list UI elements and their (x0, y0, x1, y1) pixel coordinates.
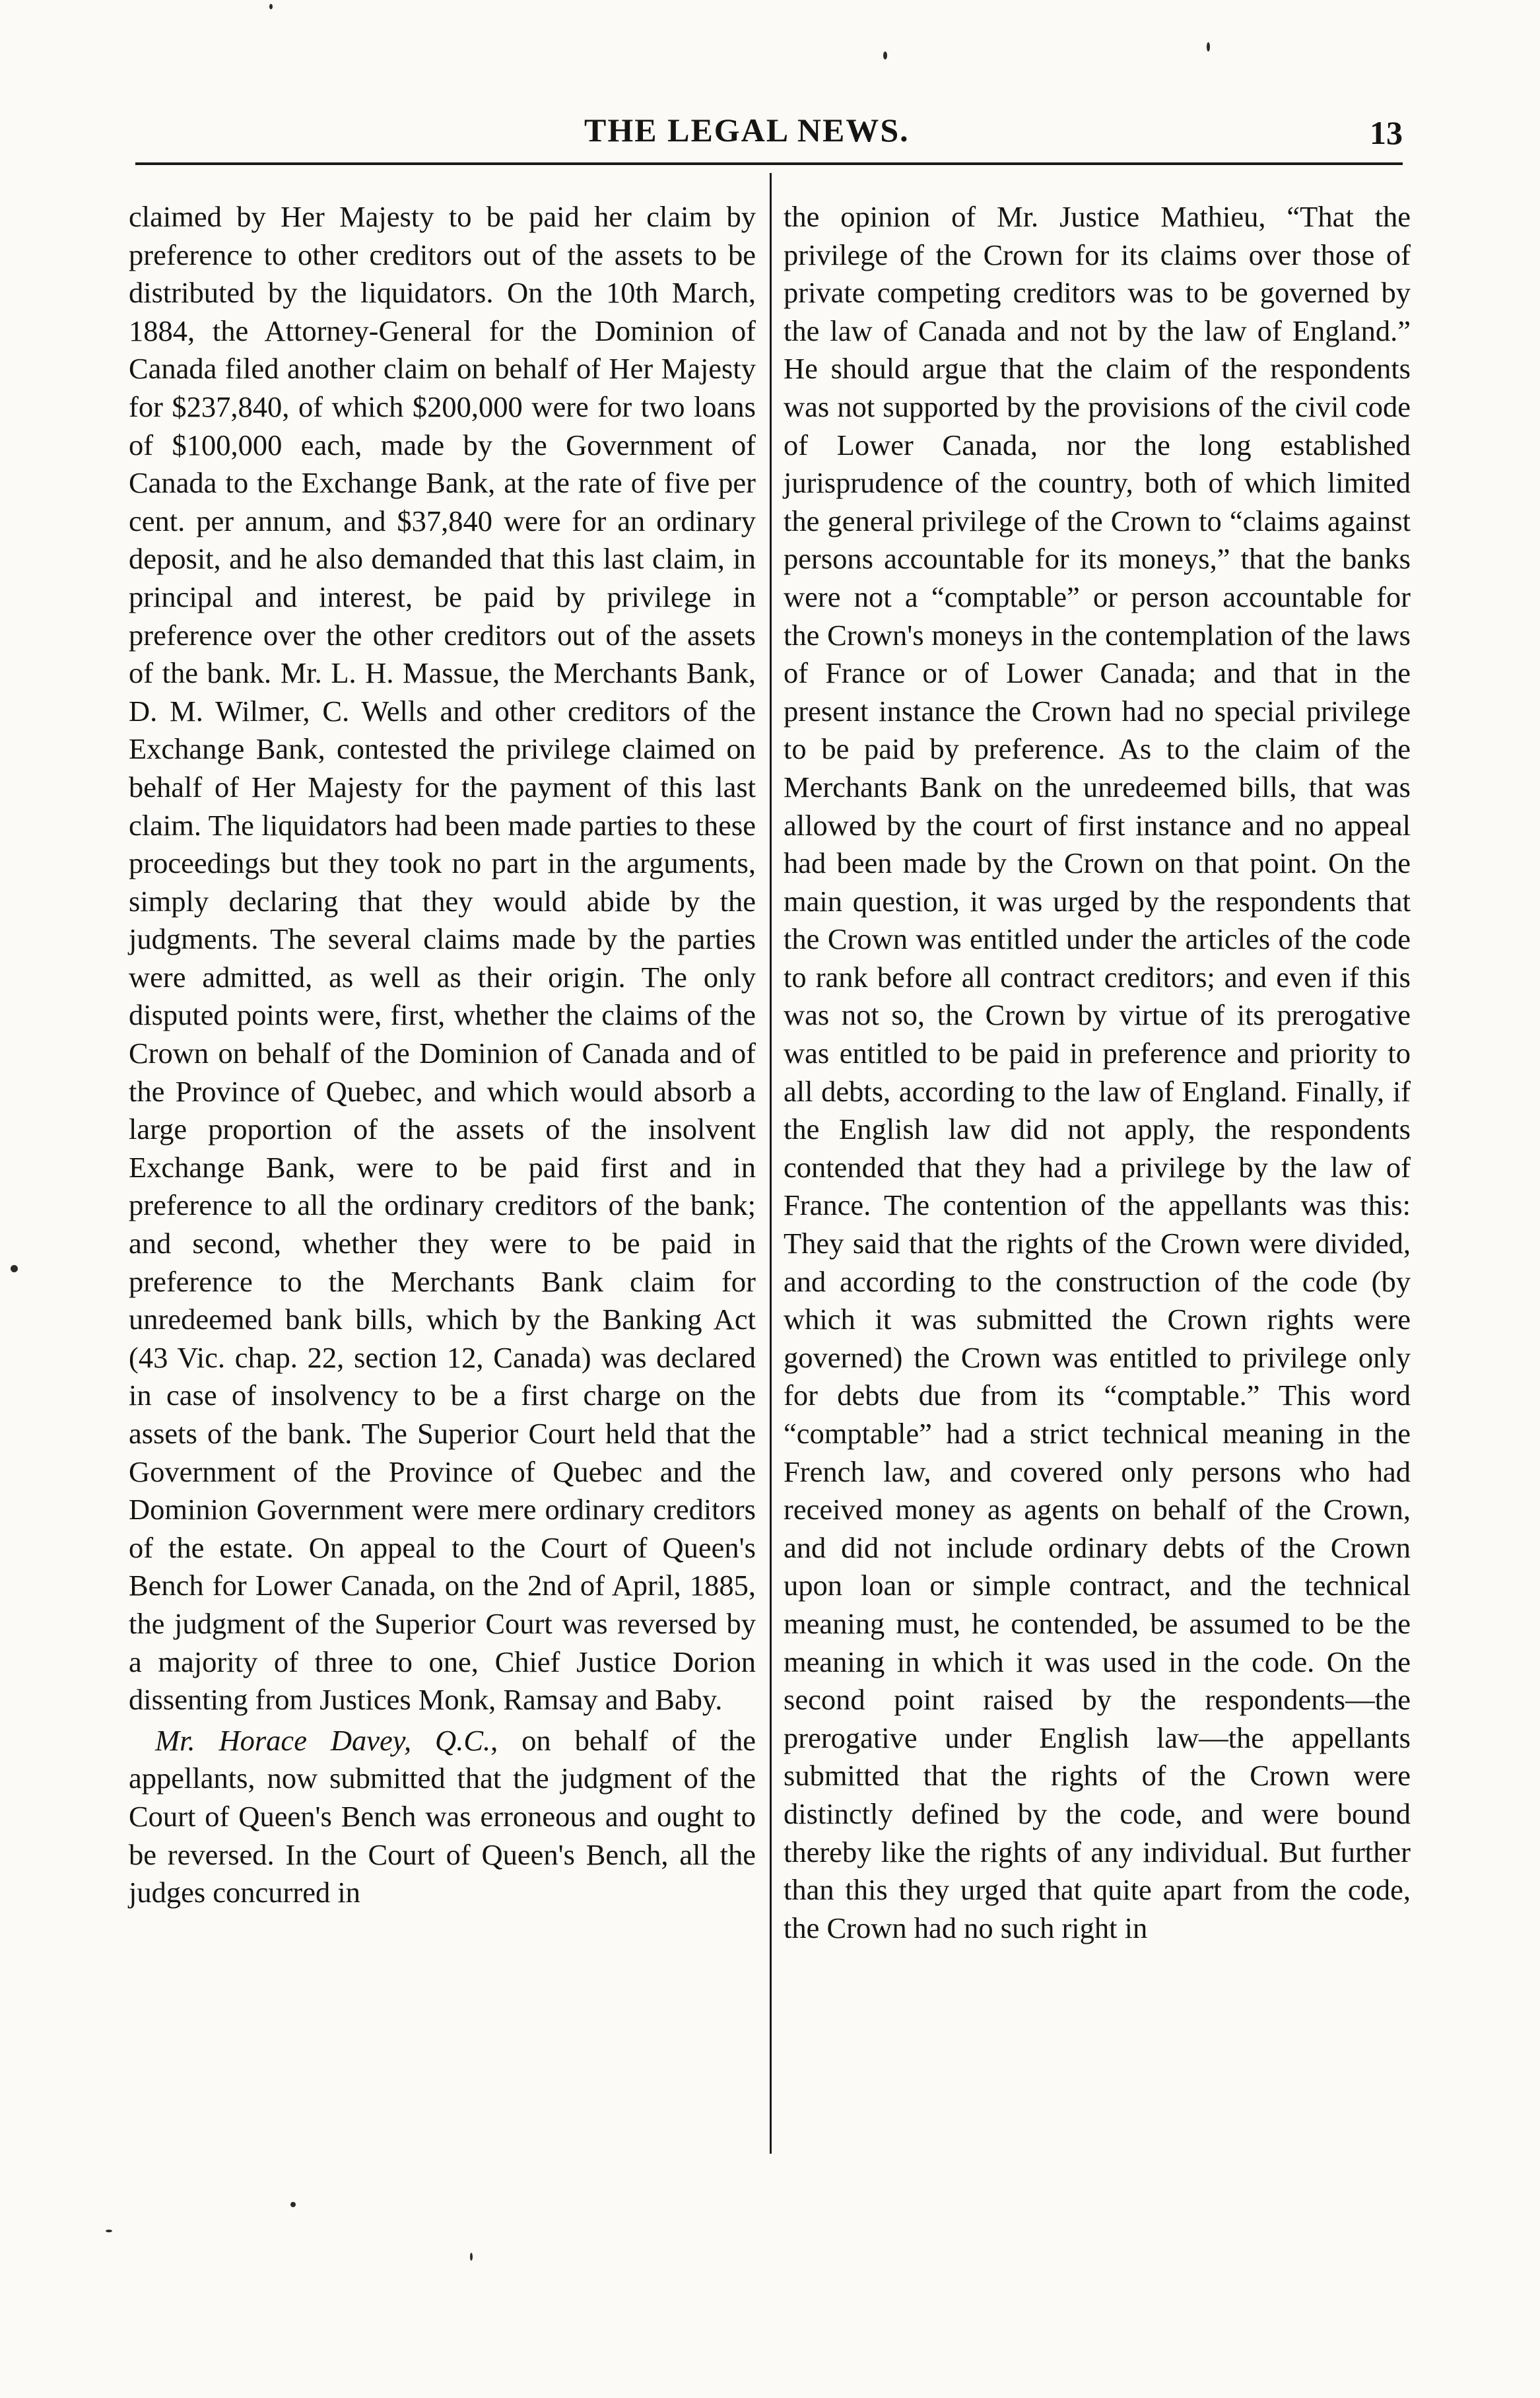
column-rule (770, 173, 772, 2154)
print-speck (269, 4, 273, 9)
left-column (129, 198, 756, 1912)
running-title: THE LEGAL NEWS. (584, 112, 910, 149)
page-number: 13 (1370, 114, 1403, 151)
header-rule (135, 162, 1403, 165)
speaker-name: Mr. Horace Davey, Q.C. (155, 1723, 491, 1757)
print-speck (883, 51, 887, 59)
left-paragraph-1: claimed by Her Majesty to be paid her claim by preference to other creditors out of the assets to be distributed by the liquidators. On the 10th March, 1884, the Attorney-General for the Dominion of Canada filed another claim on behalf of Her Majesty for $237,840, of which $200,000 were for two loans of $100,000 each, made by the Government of Canada to the Exchange Bank, at the rate of five per cent. per annum, and $37,840 were for an ordinary deposit, and he also demanded that this last claim, in principal and interest, be paid by privilege in preference over the other creditors out of the assets of the bank. Mr. L. H. Massue, the Merchants Bank, D. M. Wilmer, C. Wells and other creditors of the Exchange Bank, contested the privilege claimed on behalf of Her Majesty for the payment of this last claim. The liquidators had been made parties to these proceedings but they took no part in the arguments, simply declaring that they would abide by the judgments. The several claims made by the parties were admitted, as well as their origin. The only disputed points were, first, whether the claims of the Crown on behalf of the Dominion of Canada and of the Province of Quebec, and which would absorb a large proportion of the assets of the insolvent Exchange Bank, were to be paid first and in preference to all the ordinary creditors of the bank; and second, whether they were to be paid in preference to the Merchants Bank claim for unredeemed bank bills, which by the Banking Act (43 Vic. chap. 22, section 12, Canada) was declared in case of insolvency to be a first charge on the assets of the bank. The Superior Court held that the Government of the Province of Quebec and the Dominion Government were mere ordinary creditors of the estate. On appeal to the Court of Queen's Bench for Lower Canada, on the 2nd of April, 1885, the judgment of the Superior Court was reversed by a majority of three to one, Chief Justice Dorion dissenting from Justices Monk, Ramsay and Baby. (129, 200, 756, 1717)
right-column (784, 198, 1411, 1947)
left-paragraph-2-text: , on behalf of the appellants, now submitted that the judgment of the Court of Queen's Bench was erroneous and ought to be reversed. In the Court of Queen's Bench, all the judges concurred in (129, 1723, 756, 1909)
print-speck (11, 1265, 18, 1272)
print-speck (290, 2202, 296, 2207)
print-speck (470, 2253, 473, 2261)
left-paragraph-2 (129, 1722, 756, 1912)
print-speck (106, 2230, 112, 2232)
print-speck (1207, 42, 1210, 51)
right-paragraph-1: the opinion of Mr. Justice Mathieu, “That the privilege of the Crown for its claims over those of private competing creditors was to be governed by the law of Canada and not by the law of England.” He should argue that the claim of the respondents was not supported by the provisions of the civil code of Lower Canada, nor the long established jurisprudence of the country, both of which limited the general privilege of the Crown to “claims against persons accountable for its moneys,” that the banks were not a “comptable” or person accountable for the Crown's moneys in the contemplation of the laws of France or of Lower Canada; and that in the present instance the Crown had no special privilege to be paid by preference. As to the claim of the Merchants Bank on the unredeemed bills, that was allowed by the court of first instance and no appeal had been made by the Crown on that point. On the main question, it was urged by the respondents that the Crown was entitled under the articles of the code to rank before all contract creditors; and even if this was not so, the Crown by virtue of its prerogative was entitled to be paid in preference and priority to all debts, according to the law of England. Finally, if the English law did not apply, the respondents contended that they had a privilege by the law of France. The contention of the appellants was this: They said that the rights of the Crown were divided, and according to the construction of the code (by which it was submitted the Crown rights were governed) the Crown was entitled to privilege only for debts due from its “comptable.” This word “comptable” had a strict technical meaning in the French law, and covered only persons who had received money as agents on behalf of the Crown, and did not include ordinary debts of the Crown upon loan or simple contract, and the technical meaning must, he contended, be assumed to be the meaning in which it was used in the code. On the second point raised by the respondents—the prerogative under English law—the appellants submitted that the rights of the Crown were distinctly defined by the code, and were bound thereby like the rights of any individual. But further than this they urged that quite apart from the code, the Crown had no such right in (784, 200, 1411, 1944)
